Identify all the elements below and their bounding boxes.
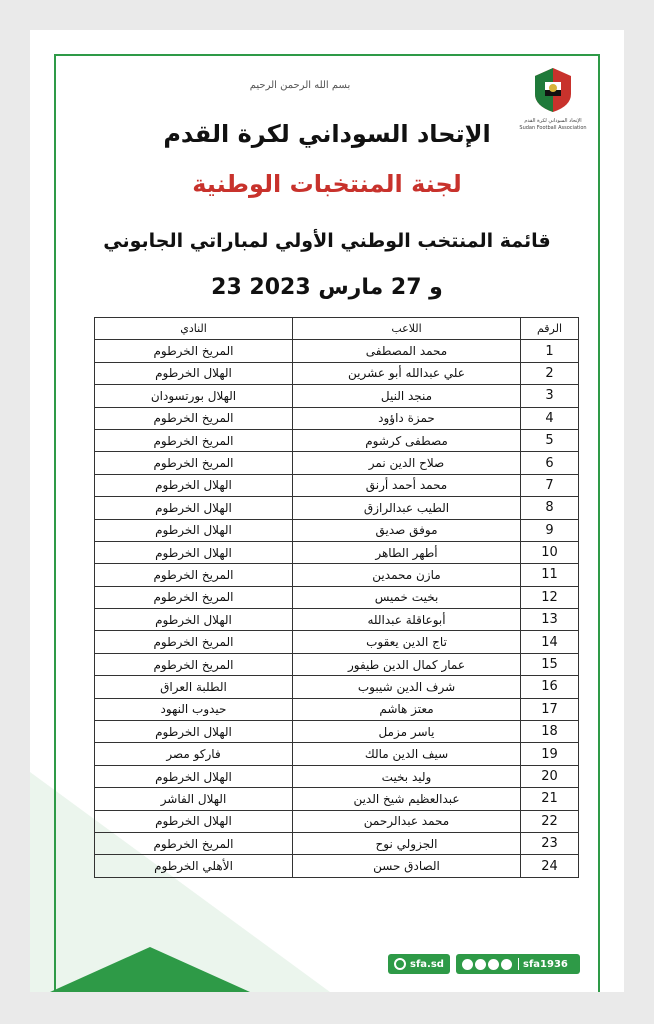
row-club: المريخ الخرطوم <box>95 586 293 608</box>
row-number: 1 <box>521 340 579 362</box>
row-club: المريخ الخرطوم <box>95 340 293 362</box>
row-number: 6 <box>521 452 579 474</box>
row-number: 2 <box>521 362 579 384</box>
header-number: الرقم <box>521 318 579 340</box>
row-player: محمد المصطفى <box>293 340 521 362</box>
row-player: تاج الدين يعقوب <box>293 631 521 653</box>
row-player: عبدالعظيم شيخ الدين <box>293 788 521 810</box>
row-player: الصادق حسن <box>293 855 521 877</box>
row-number: 5 <box>521 429 579 451</box>
row-club: المريخ الخرطوم <box>95 429 293 451</box>
header-club: النادي <box>95 318 293 340</box>
row-number: 21 <box>521 788 579 810</box>
row-club: الهلال الخرطوم <box>95 497 293 519</box>
row-player: محمد أحمد أرنق <box>293 474 521 496</box>
federation-title: الإتحاد السوداني لكرة القدم <box>163 120 491 148</box>
row-number: 7 <box>521 474 579 496</box>
row-club: الطلبة العراق <box>95 676 293 698</box>
instagram-icon <box>475 959 486 970</box>
row-club: المريخ الخرطوم <box>95 407 293 429</box>
row-player: وليد بخيت <box>293 765 521 787</box>
row-club: الهلال الخرطوم <box>95 541 293 563</box>
table-row <box>95 385 579 407</box>
table-row <box>95 698 579 720</box>
row-player: عمار كمال الدين طيفور <box>293 653 521 675</box>
twitter-icon <box>501 959 512 970</box>
table-row <box>95 474 579 496</box>
facebook-icon <box>462 959 473 970</box>
table-row <box>95 497 579 519</box>
row-player: حمزة داؤود <box>293 407 521 429</box>
table-header-row <box>95 318 579 340</box>
table-row <box>95 765 579 787</box>
row-player: أطهر الطاهر <box>293 541 521 563</box>
basmala: بسم الله الرحمن الرحيم <box>249 80 351 91</box>
table-row <box>95 340 579 362</box>
row-number: 9 <box>521 519 579 541</box>
table-row <box>95 653 579 675</box>
row-club: الهلال الفاشر <box>95 788 293 810</box>
row-number: 4 <box>521 407 579 429</box>
row-club: الهلال الخرطوم <box>95 519 293 541</box>
table-row <box>95 810 579 832</box>
logo-arabic-name: الإتحاد السوداني لكرة القدم <box>524 118 582 124</box>
table-row <box>95 429 579 451</box>
table-row <box>95 586 579 608</box>
divider <box>518 958 519 970</box>
social-handle: sfa1936 <box>523 958 568 970</box>
table-row <box>95 743 579 765</box>
row-club: المريخ الخرطوم <box>95 564 293 586</box>
row-number: 19 <box>521 743 579 765</box>
table-row <box>95 452 579 474</box>
table-row <box>95 407 579 429</box>
row-club: المريخ الخرطوم <box>95 653 293 675</box>
players-table <box>94 317 579 878</box>
row-number: 15 <box>521 653 579 675</box>
table-row <box>95 362 579 384</box>
row-club: المريخ الخرطوم <box>95 631 293 653</box>
table-row <box>95 541 579 563</box>
table-body <box>95 340 579 877</box>
match-dates: 23 و 27 مارس 2023 <box>211 275 443 300</box>
row-player: منجد النيل <box>293 385 521 407</box>
row-player: محمد عبدالرحمن <box>293 810 521 832</box>
table-row <box>95 788 579 810</box>
row-player: أبوعاقلة عبدالله <box>293 609 521 631</box>
table-row <box>95 631 579 653</box>
row-club: المريخ الخرطوم <box>95 452 293 474</box>
row-number: 22 <box>521 810 579 832</box>
row-player: مصطفى كرشوم <box>293 429 521 451</box>
row-club: فاركو مصر <box>95 743 293 765</box>
row-number: 17 <box>521 698 579 720</box>
row-number: 13 <box>521 609 579 631</box>
row-club: الهلال الخرطوم <box>95 474 293 496</box>
table-row <box>95 832 579 854</box>
row-number: 23 <box>521 832 579 854</box>
globe-icon <box>394 958 406 970</box>
row-number: 8 <box>521 497 579 519</box>
row-player: ياسر مزمل <box>293 721 521 743</box>
table-row <box>95 855 579 877</box>
row-player: علي عبدالله أبو عشرين <box>293 362 521 384</box>
list-title: قائمة المنتخب الوطني الأولي لمباراتي الجابوني <box>103 230 551 252</box>
committee-title: لجنة المنتخبات الوطنية <box>192 170 462 198</box>
sfa-shield-icon <box>533 66 573 114</box>
youtube-icon <box>488 959 499 970</box>
row-club: الهلال الخرطوم <box>95 721 293 743</box>
row-player: معتز هاشم <box>293 698 521 720</box>
bottom-green-triangle <box>50 947 250 992</box>
row-club: الهلال الخرطوم <box>95 609 293 631</box>
row-club: المريخ الخرطوم <box>95 832 293 854</box>
row-player: مازن محمدين <box>293 564 521 586</box>
website-badge[interactable] <box>388 954 450 974</box>
row-club: الهلال الخرطوم <box>95 362 293 384</box>
row-player: موفق صديق <box>293 519 521 541</box>
social-badge[interactable] <box>456 954 580 974</box>
document-page <box>30 30 624 992</box>
table-row <box>95 519 579 541</box>
row-player: بخيت خميس <box>293 586 521 608</box>
website-text: sfa.sd <box>410 958 444 970</box>
table-row <box>95 721 579 743</box>
logo-english-name: Sudan Football Association <box>519 125 587 131</box>
row-club: الهلال الخرطوم <box>95 810 293 832</box>
row-number: 20 <box>521 765 579 787</box>
row-number: 18 <box>521 721 579 743</box>
row-club: الهلال بورتسودان <box>95 385 293 407</box>
row-player: سيف الدين مالك <box>293 743 521 765</box>
row-club: الأهلي الخرطوم <box>95 855 293 877</box>
table-row <box>95 564 579 586</box>
row-number: 16 <box>521 676 579 698</box>
row-club: حيدوب النهود <box>95 698 293 720</box>
header-player: اللاعب <box>293 318 521 340</box>
table-row <box>95 609 579 631</box>
row-player: صلاح الدين نمر <box>293 452 521 474</box>
row-player: شرف الدين شيبوب <box>293 676 521 698</box>
row-number: 10 <box>521 541 579 563</box>
row-club: الهلال الخرطوم <box>95 765 293 787</box>
row-player: الطيب عبدالرازق <box>293 497 521 519</box>
table-row <box>95 676 579 698</box>
row-player: الجزولي نوح <box>293 832 521 854</box>
row-number: 3 <box>521 385 579 407</box>
row-number: 24 <box>521 855 579 877</box>
row-number: 14 <box>521 631 579 653</box>
row-number: 11 <box>521 564 579 586</box>
row-number: 12 <box>521 586 579 608</box>
